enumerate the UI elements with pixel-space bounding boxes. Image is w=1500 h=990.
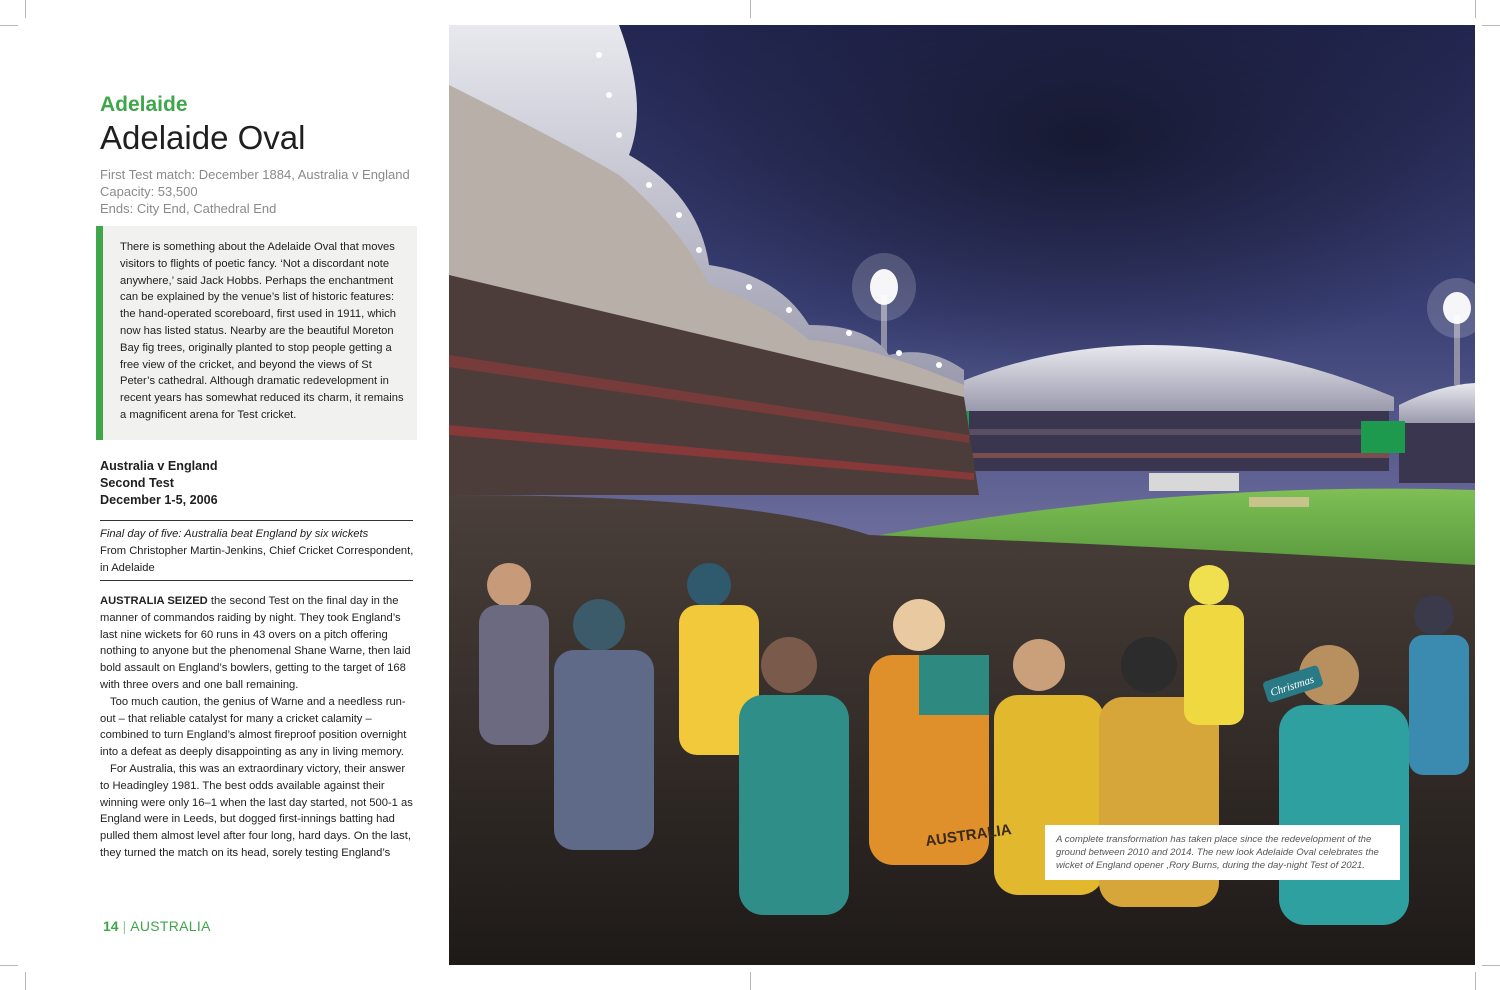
sign-text: Christmas [1268,673,1316,700]
crop-mark [1475,0,1476,18]
scoreboard [1361,421,1405,453]
crop-mark [1475,972,1476,990]
region-heading: Adelaide [100,93,188,116]
article-paragraph [100,593,416,694]
photo-caption: A complete transformation has taken place since the redevelopment of the ground between 2010 and 2014. The new look Adelaide Oval celebrates the wicket of England opener ,Rory Burns, during the day-night Test of 2021. [1045,825,1400,880]
byline-author: From Christopher Martin-Jenkins, Chief Cricket Correspondent, in Adelaide [100,545,414,574]
page-title: Adelaide Oval [100,119,306,156]
crop-mark [0,965,18,966]
venue-header [100,92,416,217]
stadium-photo [449,25,1475,965]
folio-separator: | [122,918,127,934]
venue-facts [100,166,416,217]
article-lead-in: AUSTRALIA SEIZED [100,595,208,607]
crop-mark [25,972,26,990]
far-stand-tier [949,429,1389,435]
byline-dek: Final day of five: Australia beat England by six wickets [100,528,369,540]
article-paragraph: For Australia, this was an extraordinary victory, their answer to Headingley 1981. The best odds available against their winning were only 16–1 when the last day started, not 500-1 as England were in Leeds, but dogged first-innings batting had pulled them almost level after four long, hard days. On the last, they turned the match on its head, sorely testing England’s [100,762,413,859]
page-number: 14 [103,918,119,934]
pitch [1249,497,1309,507]
fact-ends: Ends: City End, Cathedral End [100,201,277,216]
far-stand [949,411,1389,471]
divider [100,580,413,581]
match-teams: Australia v England [100,459,218,473]
article-body [100,593,416,862]
intro-box: There is something about the Adelaide Oval that moves visitors to flights of poetic fancy. ‘Not a discordant note anywhere,’ said Jack Hobbs. Perhaps the enchantment can be explained by the venue’s list of historic features: the hand-operated scoreboard, first used in 1911, which now has listed status. Nearby are the beautiful Moreton Bay fig trees, originally planted to stop people getting a free view of the cricket, and beyond the views of St Peter’s cathedral. Although dramatic redevelopment in recent years has somewhat reduced its charm, it remains a magnificent arena for Test cricket. [96,226,417,440]
far-stand-tier [949,453,1389,458]
match-heading [100,458,416,509]
page-folio [103,918,211,934]
match-dates: December 1-5, 2006 [100,493,218,507]
section-name: AUSTRALIA [130,918,211,934]
article-text: the second Test on the final day in the manner of commandos raiding by night. They took England’s last nine wickets for 60 runs in 43 overs on a pitch offering nothing to anyone but the phenomenal Shane Warne, then laid bold assault on England’s bowlers, getting to the target of 168 with three overs and one ball remaining. [100,595,411,691]
fact-first-test: First Test match: December 1884, Australia v England [100,167,410,182]
crop-mark [1482,25,1500,26]
article-paragraph: Too much caution, the genius of Warne and a needless run-out – that reliable catalyst for many a cricket calamity – combined to turn England’s almost fireproof position overnight into a defeat as deeply disappointing as any in living memory. [100,695,407,759]
byline [100,526,416,577]
match-test: Second Test [100,476,174,490]
divider [100,520,413,521]
crop-mark [750,972,751,990]
boundary-board [1149,473,1239,491]
fact-capacity: Capacity: 53,500 [100,184,198,199]
right-stand [1399,423,1475,483]
crop-mark [750,0,751,18]
crop-mark [0,25,18,26]
shirt-text: AUSTRALIA [924,821,1013,851]
crop-mark [25,0,26,18]
crop-mark [1482,965,1500,966]
